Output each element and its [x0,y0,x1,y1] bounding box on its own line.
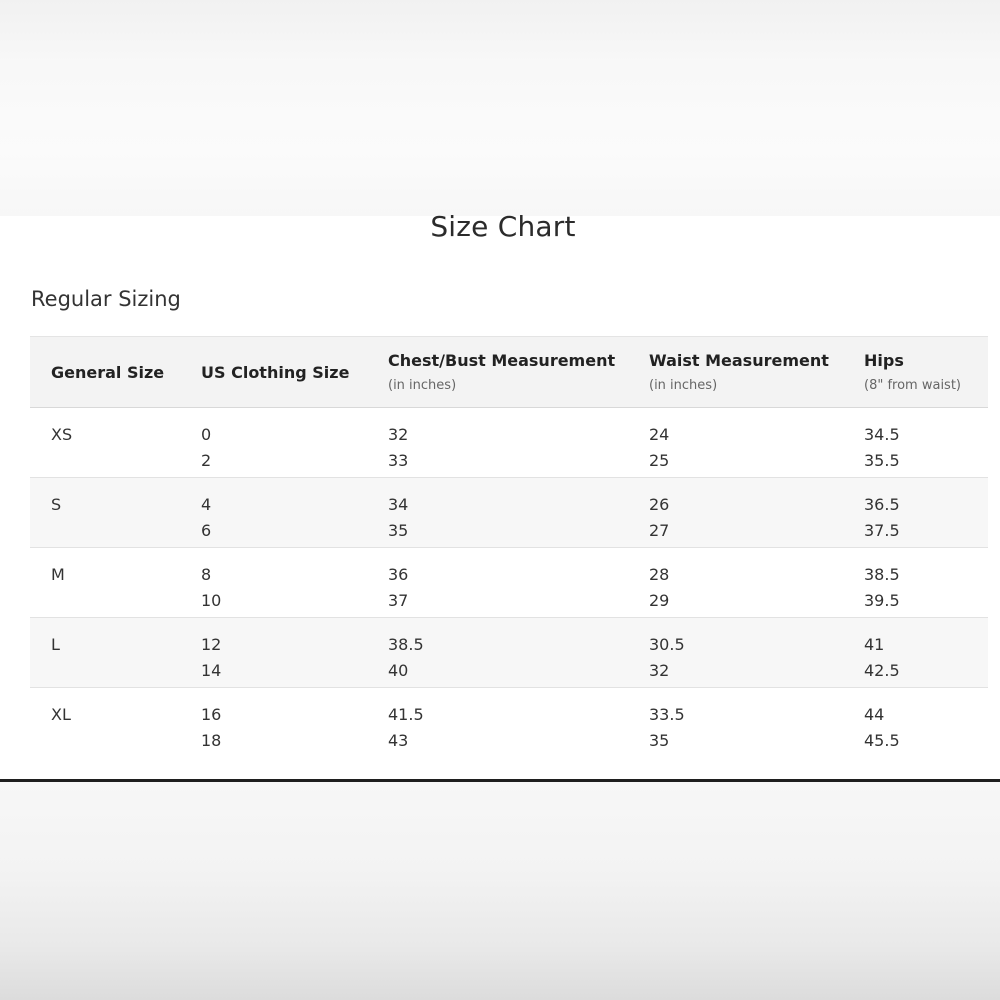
cell-value: 37 [388,591,409,610]
cell-hips [843,478,988,548]
cell-value: 28 [649,565,670,584]
header-label: Waist Measurement [649,351,829,370]
blurred-background-top [0,0,1000,216]
cell-chest [367,478,628,548]
cell-general-size [30,618,180,688]
cell-hips [843,618,988,688]
table-row [30,548,988,618]
cell-chest [367,548,628,618]
cell-value: 34 [388,495,409,514]
cell-value: 37.5 [864,521,900,540]
cell-us-size [180,478,367,548]
cell-hips [843,548,988,618]
cell-us-size [180,548,367,618]
cell-value: 27 [649,521,670,540]
cell-value: 14 [201,661,222,680]
cell-waist [628,548,843,618]
cell-value: 2 [201,451,212,470]
cell-value: 32 [388,425,409,444]
cell-value: 18 [201,731,222,750]
table-row [30,688,988,758]
cell-value: 41.5 [388,705,424,724]
header-us-clothing-size [180,337,367,408]
cell-value: 25 [649,451,670,470]
cell-value: 32 [649,661,670,680]
cell-general-size [30,688,180,758]
table-header-row [30,337,988,408]
cell-value: 43 [388,731,409,750]
cell-value: 4 [201,495,212,514]
cell-value: 39.5 [864,591,900,610]
cell-value: 10 [201,591,222,610]
header-chest-bust [367,337,628,408]
cell-general-size [30,408,180,478]
table-row [30,618,988,688]
header-unit: (in inches) [649,378,718,393]
header-label: Hips [864,351,904,370]
cell-value: 35 [388,521,409,540]
cell-value: 38.5 [864,565,900,584]
cell-value: 8 [201,565,212,584]
cell-value: 36.5 [864,495,900,514]
cell-chest [367,688,628,758]
header-label: General Size [51,362,165,382]
header-unit: (in inches) [388,378,457,393]
table-row [30,408,988,478]
cell-value: 16 [201,705,222,724]
cell-value: 41 [864,635,885,654]
cell-value: 6 [201,521,212,540]
cell-value: 12 [201,635,222,654]
header-hips [843,337,988,408]
cell-us-size [180,688,367,758]
cell-waist [628,688,843,758]
cell-value: 26 [649,495,670,514]
cell-value: 33 [388,451,409,470]
cell-value: 35 [649,731,670,750]
blurred-background-bottom [0,782,1000,1000]
table-row [30,478,988,548]
header-general-size [30,337,180,408]
cell-value: 45.5 [864,731,900,750]
header-unit: (8" from waist) [864,378,961,393]
size-label: XS [51,425,73,444]
cell-waist [628,478,843,548]
cell-hips [843,408,988,478]
cell-value: 40 [388,661,409,680]
section-title: Regular Sizing [31,287,181,311]
header-label: US Clothing Size [201,362,350,382]
size-label: M [51,565,65,584]
cell-us-size [180,408,367,478]
size-label: L [51,635,60,654]
cell-hips [843,688,988,758]
cell-general-size [30,478,180,548]
cell-chest [367,408,628,478]
size-label: XL [51,705,71,724]
cell-value: 24 [649,425,670,444]
cell-value: 0 [201,425,212,444]
cell-value: 33.5 [649,705,685,724]
header-waist [628,337,843,408]
page-title: Size Chart [430,210,576,243]
cell-value: 29 [649,591,670,610]
cell-value: 34.5 [864,425,900,444]
cell-value: 42.5 [864,661,900,680]
cell-value: 30.5 [649,635,685,654]
cell-waist [628,618,843,688]
cell-value: 36 [388,565,409,584]
cell-value: 44 [864,705,885,724]
size-table [30,336,988,758]
cell-value: 35.5 [864,451,900,470]
cell-us-size [180,618,367,688]
cell-general-size [30,548,180,618]
cell-chest [367,618,628,688]
header-label: Chest/Bust Measurement [388,351,616,370]
cell-waist [628,408,843,478]
size-label: S [51,495,62,514]
cell-value: 38.5 [388,635,424,654]
